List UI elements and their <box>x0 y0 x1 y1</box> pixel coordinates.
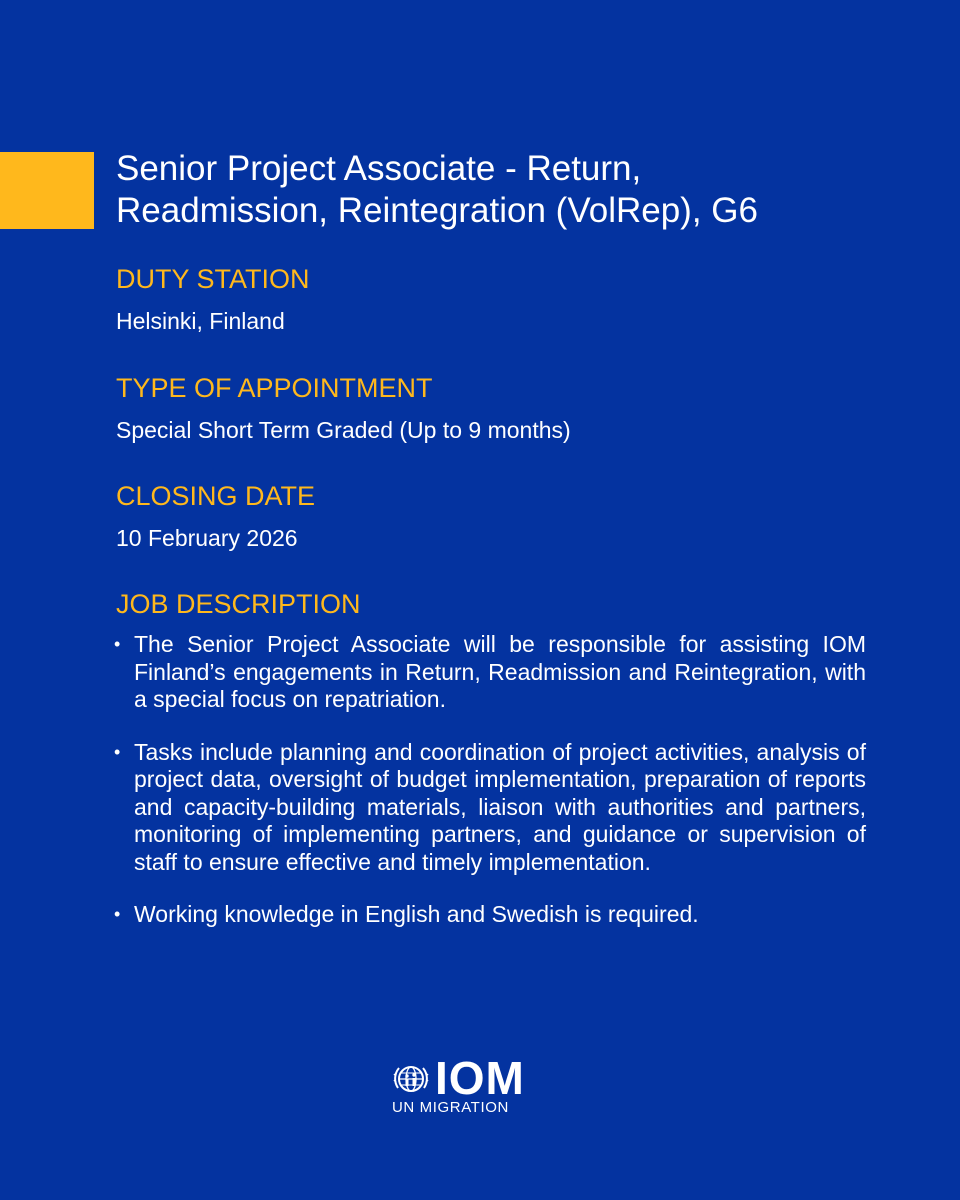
appointment-value: Special Short Term Graded (Up to 9 months) <box>116 417 571 443</box>
closing-date-value: 10 February 2026 <box>116 525 298 551</box>
iom-logo <box>390 1052 550 1120</box>
appointment-section <box>116 371 866 445</box>
job-posting <box>116 148 866 954</box>
bullet-icon: • <box>114 904 121 924</box>
duty-station-section <box>116 262 866 336</box>
job-description-item <box>116 631 866 714</box>
job-description-item <box>116 901 866 929</box>
job-description-item-text: Working knowledge in English and Swedish is required. <box>134 901 699 927</box>
job-title-line-1: Senior Project Associate - Return, <box>116 149 642 188</box>
accent-block <box>0 152 94 229</box>
job-description-heading: JOB DESCRIPTION <box>116 589 361 619</box>
duty-station-value: Helsinki, Finland <box>116 308 285 334</box>
iom-tagline: UN MIGRATION <box>392 1099 509 1116</box>
iom-globe-emblem-icon <box>390 1058 432 1100</box>
job-description-list <box>116 631 866 929</box>
job-description-item-text: Tasks include planning and coordination of project activities, analysis of project data, oversight of budget implementation, preparation of reports and capacity-building materials, liaison with authorities and partners, monitoring of implementing partners, and guidance or supervision of staff to ensure effective and timely implementation. <box>134 738 866 875</box>
duty-station-heading: DUTY STATION <box>116 264 310 294</box>
bullet-icon: • <box>114 634 121 654</box>
closing-date-heading: CLOSING DATE <box>116 481 316 511</box>
appointment-heading: TYPE OF APPOINTMENT <box>116 373 433 403</box>
job-description-section <box>116 587 866 929</box>
job-description-item-text: The Senior Project Associate will be responsible for assisting IOM Finland’s engagements in Return, Readmission and Reintegration, with a special focus on repatriation. <box>134 631 866 712</box>
job-title <box>116 148 866 232</box>
job-title-line-2: Readmission, Reintegration (VolRep), G6 <box>116 191 758 230</box>
bullet-icon: • <box>114 741 121 762</box>
closing-date-section <box>116 479 866 553</box>
iom-wordmark: IOM <box>435 1052 525 1104</box>
job-description-item <box>116 739 866 877</box>
